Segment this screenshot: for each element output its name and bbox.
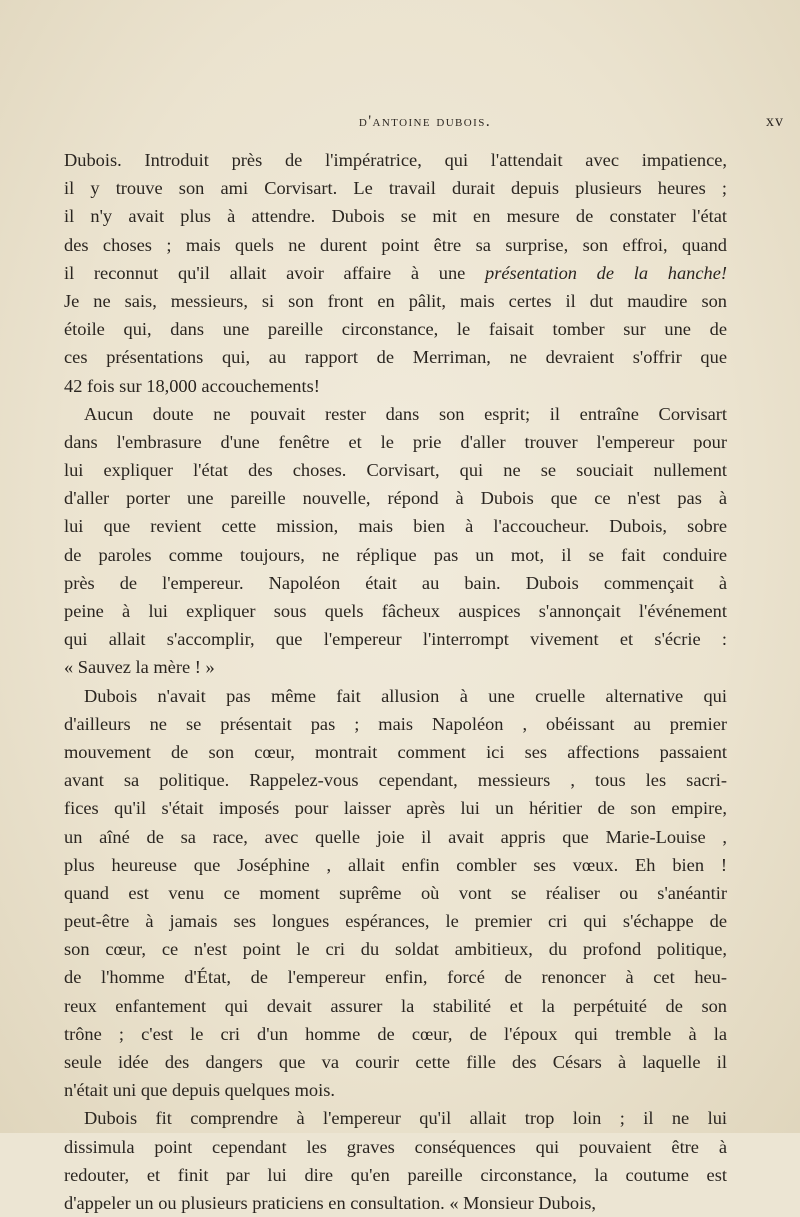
text-line: Dubois fit comprendre à l'empereur qu'il allait trop loin ; il ne lui [84, 1108, 727, 1129]
text-line: redouter, et finit par lui dire qu'en pareille circonstance, la coutume est [64, 1164, 727, 1185]
text-line: avant sa politique. Rappelez-vous cependant, messieurs , tous les sacri- [64, 770, 727, 791]
text-line: Dubois. Introduit près de l'impératrice, qui l'attendait avec impatience, [64, 150, 727, 170]
text-line: de paroles comme toujours, ne réplique pas un mot, il se fait conduire [64, 544, 727, 565]
running-title: d'antoine dubois. [358, 113, 492, 130]
text-line: dans l'embrasure d'une fenêtre et le prie d'aller trouver l'empereur pour [64, 431, 727, 452]
text-line: reux enfantement qui devait assurer la stabilité et la perpétuité de son [64, 995, 727, 1016]
text-line: peut-être à jamais ses longues espérances, le premier cri qui s'échappe de [64, 911, 727, 932]
text-line: dissimula point cependant les graves conséquences qui pouvaient être à [64, 1136, 727, 1157]
text-line: il reconnut qu'il allait avoir affaire à une présentation de la hanche! [64, 262, 727, 283]
text-line: Je ne sais, messieurs, si son front en pâlit, mais certes il dut maudire son [64, 290, 727, 311]
text-line: son cœur, ce n'est point le cri du soldat ambitieux, du profond politique, [64, 939, 727, 960]
text-line: 42 fois sur 18,000 accouchements! [64, 375, 320, 396]
text-line: qui allait s'accomplir, que l'empereur l'interrompt vivement et s'écrie : [64, 629, 727, 650]
text-line: Aucun doute ne pouvait rester dans son esprit; il entraîne Corvisart [84, 403, 727, 424]
text-line: de l'homme d'État, de l'empereur enfin, forcé de renoncer à cet heu- [64, 967, 727, 988]
text-line: un aîné de sa race, avec quelle joie il avait appris que Marie-Louise , [64, 826, 727, 847]
text-line: il y trouve son ami Corvisart. Le travail durait depuis plusieurs heures ; [64, 178, 727, 199]
text-line: plus heureuse que Joséphine , allait enfin combler ses vœux. Eh bien ! [64, 854, 727, 875]
text-line: mouvement de son cœur, montrait comment ici ses affections passaient [64, 741, 727, 762]
text-line: étoile qui, dans une pareille circonstance, le faisait tomber sur une de [64, 319, 727, 340]
text-line: ces présentations qui, au rapport de Merriman, ne devraient s'offrir que [64, 347, 727, 368]
text-line: n'était uni que depuis quelques mois. [64, 1080, 335, 1101]
text-line: trône ; c'est le cri d'un homme de cœur, de l'époux qui tremble à la [64, 1023, 727, 1044]
body-text [64, 146, 727, 1217]
text-line: d'aller porter une pareille nouvelle, répond à Dubois que ce n'est pas à [64, 488, 727, 509]
text-line: Dubois n'avait pas même fait allusion à une cruelle alternative qui [84, 685, 727, 706]
text-line: peine à lui expliquer sous quels fâcheux auspices s'annonçait l'événement [64, 601, 727, 621]
text-line: des choses ; mais quels ne durent point être sa surprise, son effroi, quand [64, 234, 727, 255]
text-line: il n'y avait plus à attendre. Dubois se mit en mesure de constater l'état [64, 206, 727, 227]
page-number: xv [766, 113, 784, 130]
text-line: lui que revient cette mission, mais bien à l'accoucheur. Dubois, sobre [64, 516, 727, 537]
text-line: seule idée des dangers que va courir cette fille des Césars à laquelle il [64, 1052, 727, 1072]
text-line: d'appeler un ou plusieurs praticiens en consultation. « Monsieur Dubois, [64, 1192, 596, 1213]
text-line: quand est venu ce moment suprême où vont se réaliser ou s'anéantir [64, 882, 727, 903]
text-line: « Sauvez la mère ! » [64, 657, 215, 678]
text-line: lui expliquer l'état des choses. Corvisart, qui ne se souciait nullement [64, 460, 727, 481]
text-line: d'ailleurs ne se présentait pas ; mais Napoléon , obéissant au premier [64, 713, 727, 734]
page-header [60, 111, 790, 137]
text-line: près de l'empereur. Napoléon était au bain. Dubois commençait à [64, 572, 727, 593]
text-line: fices qu'il s'était imposés pour laisser après lui un héritier de son empire, [64, 798, 727, 819]
